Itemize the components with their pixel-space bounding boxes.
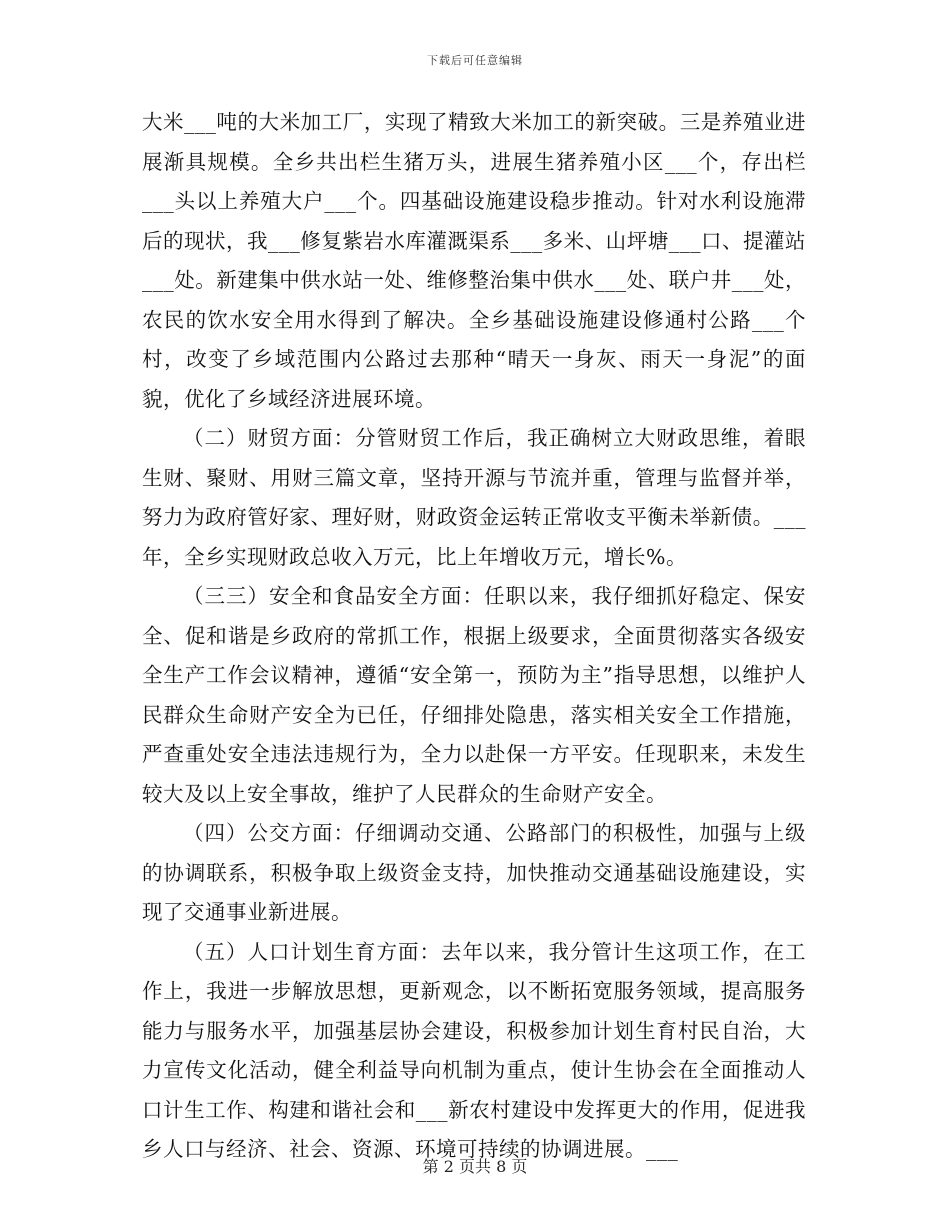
page-number: 第 2 页共 8 页 [422, 1157, 528, 1176]
document-body [142, 103, 806, 1170]
paragraph-finance: （二）财贸方面：分管财贸工作后，我正确树立大财政思维，着眼生财、聚财、用财三篇文章，坚持开源与节流并重，管理与监督并举，努力为政府管好家、理好财，财政资金运转正常收支平衡未举新债。___年，全乡实现财政总收入万元，比上年增收万元，增长%。 [142, 426, 806, 569]
paragraph-economy-continued: 大米___吨的大米加工厂，实现了精致大米加工的新突破。三是养殖业进展渐具规模。全乡共出栏生猪万头，进展生猪养殖小区___个，存出栏___头以上养殖大户___个。四基础设施建设稳步推动。针对水利设施滞后的现状，我___修复紫岩水库灌溉渠系___多米、山坪塘___口、提灌站___处。新建集中供水站一处、维修整治集中供水___处、联户井___处，农民的饮水安全用水得到了解决。全乡基础设施建设修通村公路___个村，改变了乡域范围内公路过去那种“晴天一身灰、雨天一身泥”的面貌，优化了乡域经济进展环境。 [142, 110, 806, 411]
paragraph-transport: （四）公交方面：仔细调动交通、公路部门的积极性，加强与上级的协调联系，积极争取上级资金支持，加快推动交通基础设施建设，实现了交通事业新进展。 [142, 821, 806, 924]
paragraph-family-planning: （五）人口计划生育方面：去年以来，我分管计生这项工作，在工作上，我进一步解放思想，更新观念，以不断拓宽服务领域，提高服务能力与服务水平，加强基层协会建设，积极参加计划生育村民自治，大力宣传文化活动，健全利益导向机制为重点，使计生协会在全面推动人口计生工作、构建和谐社会和___新农村建设中发挥更大的作用，促进我乡人口与经济、社会、资源、环境可持续的协调进展。___ [142, 939, 806, 1161]
page-header-note: 下载后可任意编辑 [427, 54, 523, 67]
paragraph-safety: （三三）安全和食品安全方面：任职以来，我仔细抓好稳定、保安全、促和谐是乡政府的常抓工作，根据上级要求，全面贯彻落实各级安全生产工作会议精神，遵循“安全第一，预防为主”指导思想，以维护人民群众生命财产安全为已任，仔细排处隐患，落实相关安全工作措施，严查重处安全违法违规行为，全力以赴保一方平安。任现职来，未发生较大及以上安全事故，维护了人民群众的生命财产安全。 [142, 584, 806, 806]
